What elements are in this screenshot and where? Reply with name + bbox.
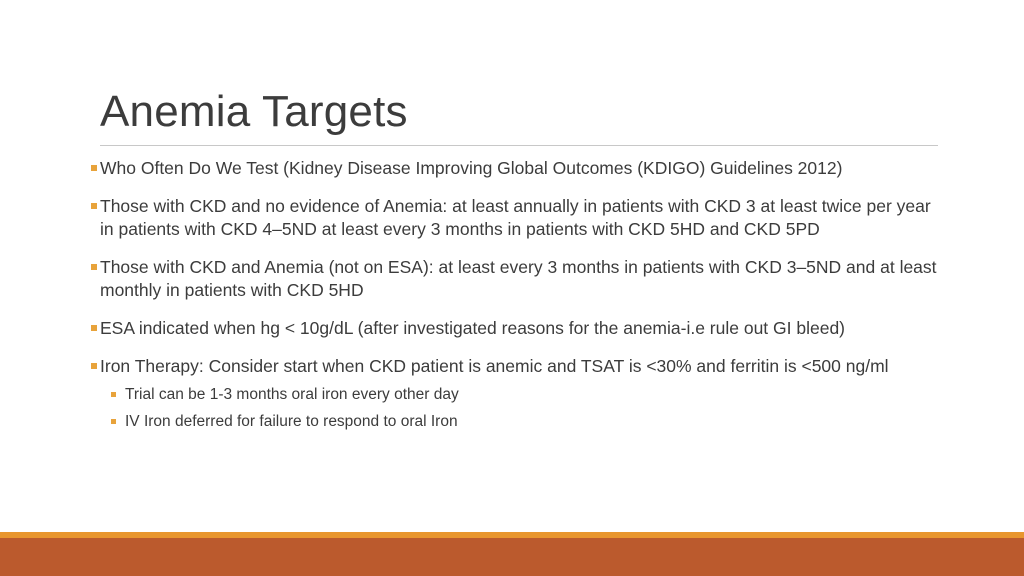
slide-title: Anemia Targets (100, 87, 408, 136)
bullet-item (89, 317, 939, 340)
bullet-text: Those with CKD and no evidence of Anemia: at least annually in patients with CKD 3 at least twice per year in patients with CKD 4–5ND at least every 3 months in patients with CKD 5HD and CKD 5PD (100, 196, 931, 239)
sub-bullet-list (89, 384, 939, 433)
square-bullet-icon (111, 392, 116, 397)
bullet-text: ESA indicated when hg < 10g/dL (after investigated reasons for the anemia-i.e rule out GI bleed) (100, 318, 846, 338)
title-divider (100, 145, 938, 146)
bullet-item (89, 256, 939, 302)
square-bullet-icon (91, 325, 97, 331)
bullet-item (89, 157, 939, 180)
sub-bullet-text: IV Iron deferred for failure to respond to oral Iron (125, 413, 458, 430)
bullet-list (89, 157, 939, 438)
square-bullet-icon (91, 363, 97, 369)
bullet-text: Iron Therapy: Consider start when CKD patient is anemic and TSAT is <30% and ferritin is <500 ng/ml (100, 356, 889, 376)
sub-bullet-item (89, 384, 939, 406)
square-bullet-icon (91, 203, 97, 209)
sub-bullet-item (89, 411, 939, 433)
square-bullet-icon (91, 165, 97, 171)
square-bullet-icon (91, 264, 97, 270)
bullet-item (89, 355, 939, 378)
sub-bullet-text: Trial can be 1-3 months oral iron every other day (125, 386, 459, 403)
bullet-text: Those with CKD and Anemia (not on ESA): at least every 3 months in patients with CKD 3–5ND and at least monthly in patients with CKD 5HD (100, 257, 937, 300)
footer-bar (0, 538, 1024, 576)
bullet-item (89, 195, 939, 241)
bullet-text: Who Often Do We Test (Kidney Disease Improving Global Outcomes (KDIGO) Guidelines 2012) (100, 158, 843, 178)
square-bullet-icon (111, 419, 116, 424)
